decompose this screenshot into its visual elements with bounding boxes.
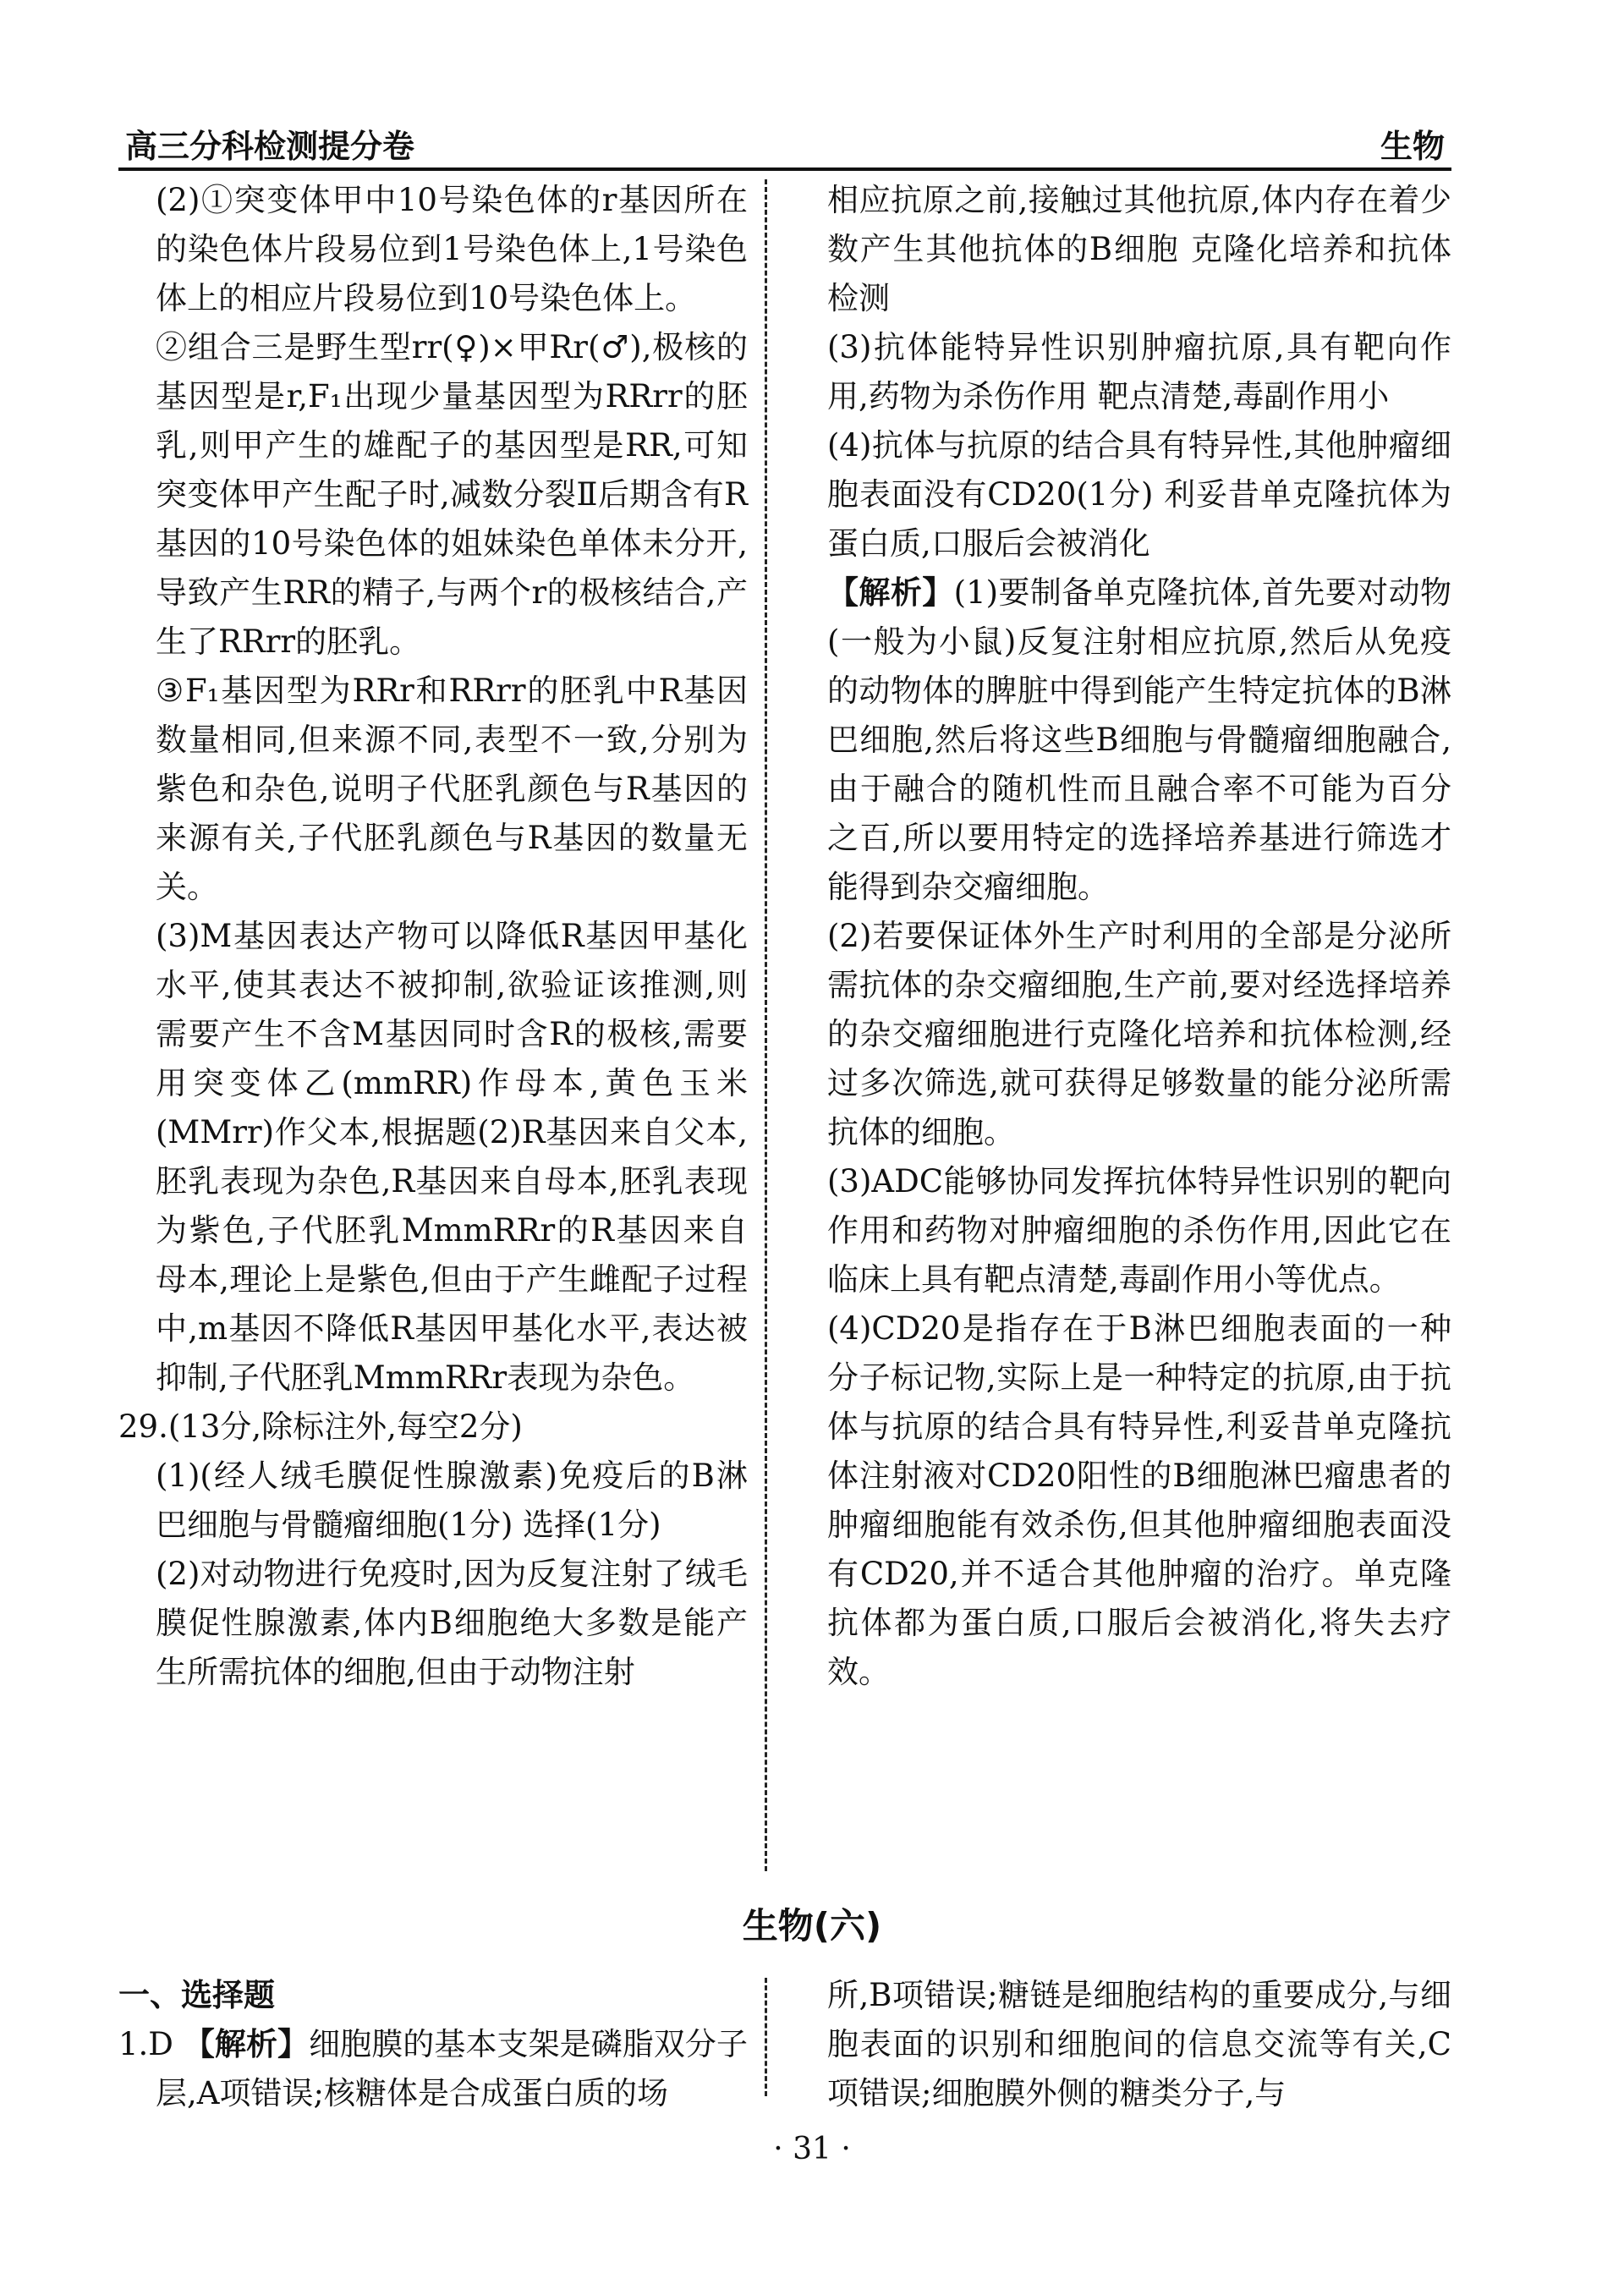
answer-paragraph: (3)M基因表达产物可以降低R基因甲基化水平,使其表达不被抑制,欲验证该推测,则需要产生不含M基因同时含R的极核,需要用突变体乙(mmRR)作母本,黄色玉米(MMrr)作父本,根据题(2)R基因来自父本,胚乳表现为杂色,R基因来自母本,胚乳表现为紫色,子代胚乳MmmRRr的R基因来自母本,理论上是紫色,但由于产生雌配子过程中,m基因不降低R基因甲基化水平,表达被抑制,子代胚乳MmmRRr表现为杂色。 — [156, 918, 748, 1396]
answer-paragraph: 相应抗原之前,接触过其他抗原,体内存在着少数产生其他抗体的B细胞 克隆化培养和抗体检测 — [827, 182, 1451, 316]
answer-paragraph: (3)抗体能特异性识别肿瘤抗原,具有靶向作用,药物为杀伤作用 靶点清楚,毒副作用小 — [827, 329, 1451, 415]
question-1-number: 1.D — [118, 2026, 173, 2062]
column-divider — [765, 179, 767, 1871]
left-column — [118, 176, 748, 1697]
question-1-text: 细胞膜的基本支架是磷脂双分子层,A项错误;核糖体是合成蛋白质的场 — [156, 2026, 749, 2111]
answer-paragraph: (2)对动物进行免疫时,因为反复注射了绒毛膜促性腺激素,体内B细胞绝大多数是能产生所需抗体的细胞,但由于动物注射 — [156, 1556, 748, 1690]
analysis-paragraph: (4)CD20是指存在于B淋巴细胞表面的一种分子标记物,实际上是一种特定的抗原,由于抗体与抗原的结合具有特异性,利妥昔单克隆抗体注射液对CD20阳性的B细胞淋巴瘤患者的肿瘤细胞能有效杀伤,但其他肿瘤细胞表面没有CD20,并不适合其他肿瘤的治疗。单克隆抗体都为蛋白质,口服后会被消化,将失去疗效。 — [827, 1310, 1451, 1690]
answer-paragraph: ②组合三是野生型rr(♀)×甲Rr(♂),极核的基因型是r,F₁出现少量基因型为RRrr的胚乳,则甲产生的雄配子的基因型是RR,可知突变体甲产生配子时,减数分裂Ⅱ后期含有R基因的10号染色体的姐妹染色单体未分开,导致产生RR的精子,与两个r的极核结合,产生了RRrr的胚乳。 — [156, 329, 748, 660]
analysis-label: 【解析】 — [827, 574, 954, 611]
analysis-text: (1)要制备单克隆抗体,首先要对动物(一般为小鼠)反复注射相应抗原,然后从免疫的动物体的脾脏中得到能产生特定抗体的B淋巴细胞,然后将这些B细胞与骨髓瘤细胞融合,由于融合的随机性而且融合率不可能为百分之百,所以要用特定的选择培养基进行筛选才能得到杂交瘤细胞。 — [827, 574, 1452, 905]
answer-paragraph: (2)①突变体甲中10号染色体的r基因所在的染色体片段易位到1号染色体上,1号染色体上的相应片段易位到10号染色体上。 — [156, 182, 748, 316]
question-1-answer — [118, 2020, 748, 2118]
section-title: 生物(六) — [742, 1905, 882, 1946]
right-column — [827, 176, 1451, 1697]
choice-section-heading: 一、选择题 — [118, 1977, 275, 2013]
header-subject: 生物 — [1380, 127, 1445, 165]
analysis-paragraph: (2)若要保证体外生产时利用的全部是分泌所需抗体的杂交瘤细胞,生产前,要对经选择培养的杂交瘤细胞进行克隆化培养和抗体检测,经过多次筛选,就可获得足够数量的能分泌所需抗体的细胞。 — [827, 918, 1451, 1150]
analysis-paragraph — [827, 568, 1451, 912]
analysis-label: 【解析】 — [183, 2026, 310, 2062]
analysis-paragraph: (3)ADC能够协同发挥抗体特异性识别的靶向作用和药物对肿瘤细胞的杀伤作用,因此它在临床上具有靶点清楚,毒副作用小等优点。 — [827, 1163, 1451, 1298]
header-series-title: 高三分科检测提分卷 — [125, 127, 415, 165]
page-number: · 31 · — [773, 2132, 851, 2166]
answer-paragraph: ③F₁基因型为RRr和RRrr的胚乳中R基因数量相同,但来源不同,表型不一致,分别为紫色和杂色,说明子代胚乳颜色与R基因的来源有关,子代胚乳颜色与R基因的数量无关。 — [156, 673, 748, 905]
question-29-heading: 29.(13分,除标注外,每空2分) — [118, 1408, 523, 1445]
column-divider — [765, 1978, 767, 2096]
answer-paragraph: (1)(经人绒毛膜促性腺激素)免疫后的B淋巴细胞与骨髓瘤细胞(1分) 选择(1分) — [156, 1458, 748, 1543]
bottom-left-column — [118, 1971, 748, 2118]
answer-paragraph: 所,B项错误;糖链是细胞结构的重要成分,与细胞表面的识别和细胞间的信息交流等有关,C项错误;细胞膜外侧的糖类分子,与 — [827, 1977, 1451, 2111]
page-header — [118, 117, 1451, 171]
answer-paragraph: (4)抗体与抗原的结合具有特异性,其他肿瘤细胞表面没有CD20(1分) 利妥昔单克隆抗体为蛋白质,口服后会被消化 — [827, 427, 1451, 562]
bottom-right-column — [827, 1971, 1451, 2118]
